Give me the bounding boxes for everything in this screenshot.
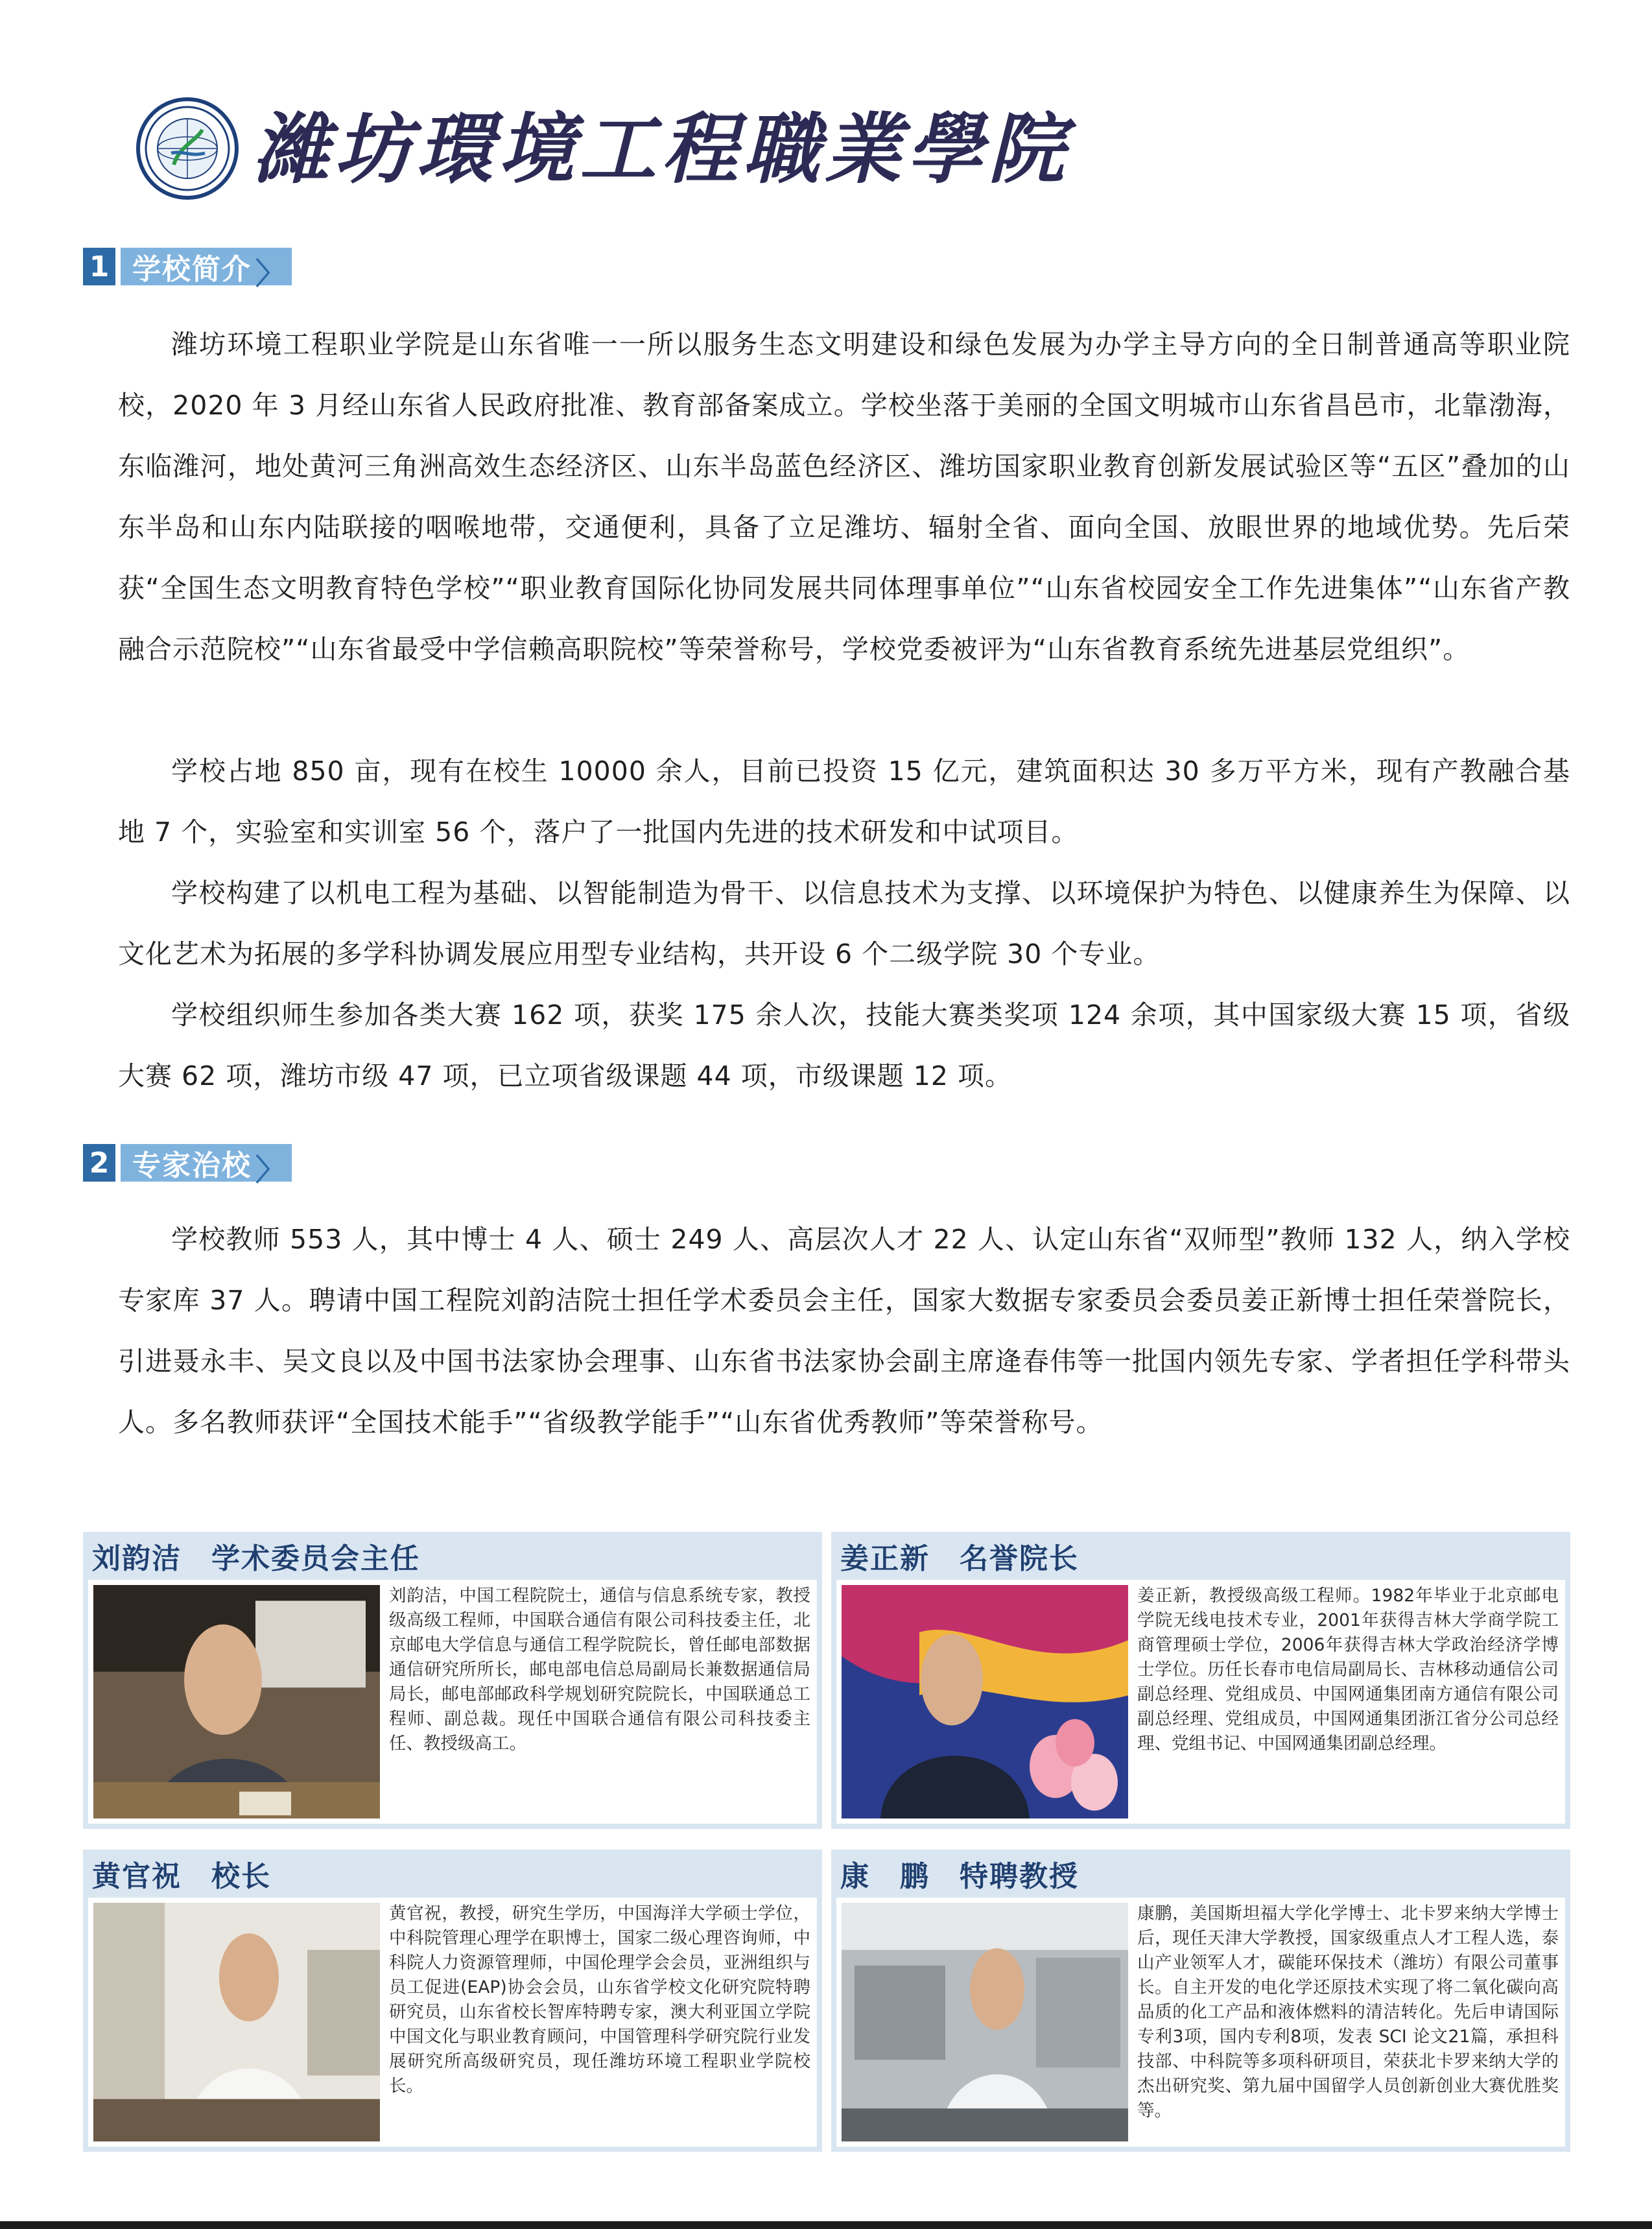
intro-paragraph-4: 学校组织师生参加各类大赛 162 项，获奖 175 余人次，技能大赛类奖项 124 余项，其中国家级大赛 15 项，省级大赛 62 项，潍坊市级 47 项，已立项省级课题 44 项，市级课题 12 项。 [118,999,1570,1091]
school-seal-icon [136,97,239,200]
expert-photo [93,1585,380,1818]
expert-photo [842,1585,1128,1818]
page-header [136,97,1109,201]
expert-role: 校长 [211,1860,271,1893]
school-name-logotype: 濰坊環境工程職業學院 [253,104,1070,194]
experts-paragraph: 学校教师 553 人，其中博士 4 人、硕士 249 人、高层次人才 22 人、认定山东省“双师型”教师 132 人，纳入学校专家库 37 人。聘请中国工程院刘韵洁院士担任学术委员会主任，国家大数据专家委员会委员姜正新博士担任荣誉院长，引进聂永丰、吴文良以及中国书法家协会理事、山东省书法家协会副主席逄春伟等一批国内领先专家、学者担任学科带头人。多名教师获评“全国技术能手”“省级教学能手”“山东省优秀教师”等荣誉称号。 [118,1224,1570,1438]
intro-paragraph-3: 学校构建了以机电工程为基础、以智能制造为骨干、以信息技术为支撑、以环境保护为特色、以健康养生为保障、以文化艺术为拓展的多学科协调发展应用型专业结构，共开设 6 个二级学院 30 个专业。 [118,877,1570,970]
expert-role: 特聘教授 [960,1860,1079,1893]
expert-role: 学术委员会主任 [211,1542,420,1575]
section-header-experts [83,1143,292,1187]
expert-card-body [836,1580,1565,1824]
expert-name: 康 鹏 [840,1860,930,1893]
expert-card-header [831,1532,1570,1580]
expert-card-header [83,1532,822,1580]
expert-card [83,1532,822,1829]
bottom-border [0,2221,1652,2229]
expert-name: 黄官祝 [92,1860,182,1893]
section-title [121,248,292,291]
expert-card [831,1850,1570,2152]
chevron-right-icon: 〉 [255,1152,287,1187]
expert-card-body [836,1898,1565,2147]
expert-bio: 黄官祝，教授，研究生学历，中国海洋大学硕士学位，中科院管理心理学在职博士，国家二级心理咨询师，中科院人力资源管理师，中国伦理学会会员，亚洲组织与员工促进(EAP)协会会员，山东省学校文化研究院特聘研究员，山东省校长智库特聘专家，澳大利亚国立学院中国文化与职业教育顾问，中国管理科学研究院行业发展研究所高级研究员，现任潍坊环境工程职业学院校长。 [389,1903,810,2096]
section-title-text: 专家治校 [132,1149,252,1182]
section-number: 1 [83,248,115,285]
chevron-right-icon: 〉 [255,256,287,291]
section-title [121,1144,292,1187]
expert-card [831,1532,1570,1829]
expert-bio: 刘韵洁，中国工程院院士，通信与信息系统专家，教授级高级工程师，中国联合通信有限公司科技委主任，北京邮电大学信息与通信工程学院院长，曾任邮电部数据通信研究所所长，邮电部电信总局副局长兼数据通信局局长，邮电部邮政科学规划研究院院长，中国联通总工程师、副总裁。现任中国联合通信有限公司科技委主任、教授级高工。 [389,1586,810,1754]
expert-card-body [88,1898,817,2147]
section-number: 2 [83,1144,115,1182]
expert-name: 刘韵洁 [92,1542,182,1575]
expert-name: 姜正新 [840,1542,930,1575]
section-title-text: 学校简介 [132,253,252,286]
expert-card [83,1850,822,2152]
section-header-intro [83,246,292,291]
expert-card-header [83,1850,822,1898]
intro-paragraph-2: 学校占地 850 亩，现有在校生 10000 余人，目前已投资 15 亿元，建筑面积达 30 多万平方米，现有产教融合基地 7 个，实验室和实训室 56 个，落户了一批国内先进的技术研发和中试项目。 [118,756,1570,848]
expert-photo [842,1903,1128,2141]
expert-card-body [88,1580,817,1824]
expert-photo [93,1903,380,2141]
expert-card-header [831,1850,1570,1898]
expert-bio: 康鹏，美国斯坦福大学化学博士、北卡罗来纳大学博士后，现任天津大学教授，国家级重点人才工程人选，泰山产业领军人才，碳能环保技术（潍坊）有限公司董事长。自主开发的电化学还原技术实现了将二氧化碳向高品质的化工产品和液体燃料的清洁转化。先后申请国际专利3项，国内专利8项，发表 SCI 论文21篇，承担科技部、中科院等多项科研项目，荣获北卡罗来纳大学的杰出研究奖、第九届中国留学人员创新创业大赛优胜奖等。 [1137,1903,1559,2121]
expert-role: 名誉院长 [960,1542,1079,1575]
intro-paragraph-1: 潍坊环境工程职业学院是山东省唯一一所以服务生态文明建设和绿色发展为办学主导方向的全日制普通高等职业院校，2020 年 3 月经山东省人民政府批准、教育部备案成立。学校坐落于美丽的全国文明城市山东省昌邑市，北靠渤海，东临潍河，地处黄河三角洲高效生态经济区、山东半岛蓝色经济区、潍坊国家职业教育创新发展试验区等“五区”叠加的山东半岛和山东内陆联接的咽喉地带，交通便利，具备了立足潍坊、辐射全省、面向全国、放眼世界的地域优势。先后荣获“全国生态文明教育特色学校”“职业教育国际化协同发展共同体理事单位”“山东省校园安全工作先进集体”“山东省产教融合示范院校”“山东省最受中学信赖高职院校”等荣誉称号，学校党委被评为“山东省教育系统先进基层党组织”。 [118,329,1570,665]
expert-bio: 姜正新，教授级高级工程师。1982年毕业于北京邮电学院无线电技术专业，2001年获得吉林大学商学院工商管理硕士学位，2006年获得吉林大学政治经济学博士学位。历任长春市电信局副局长、吉林移动通信公司副总经理、党组成员、中国网通集团南方通信有限公司副总经理、党组成员，中国网通集团浙江省分公司总经理、党组书记、中国网通集团副总经理。 [1137,1586,1559,1754]
